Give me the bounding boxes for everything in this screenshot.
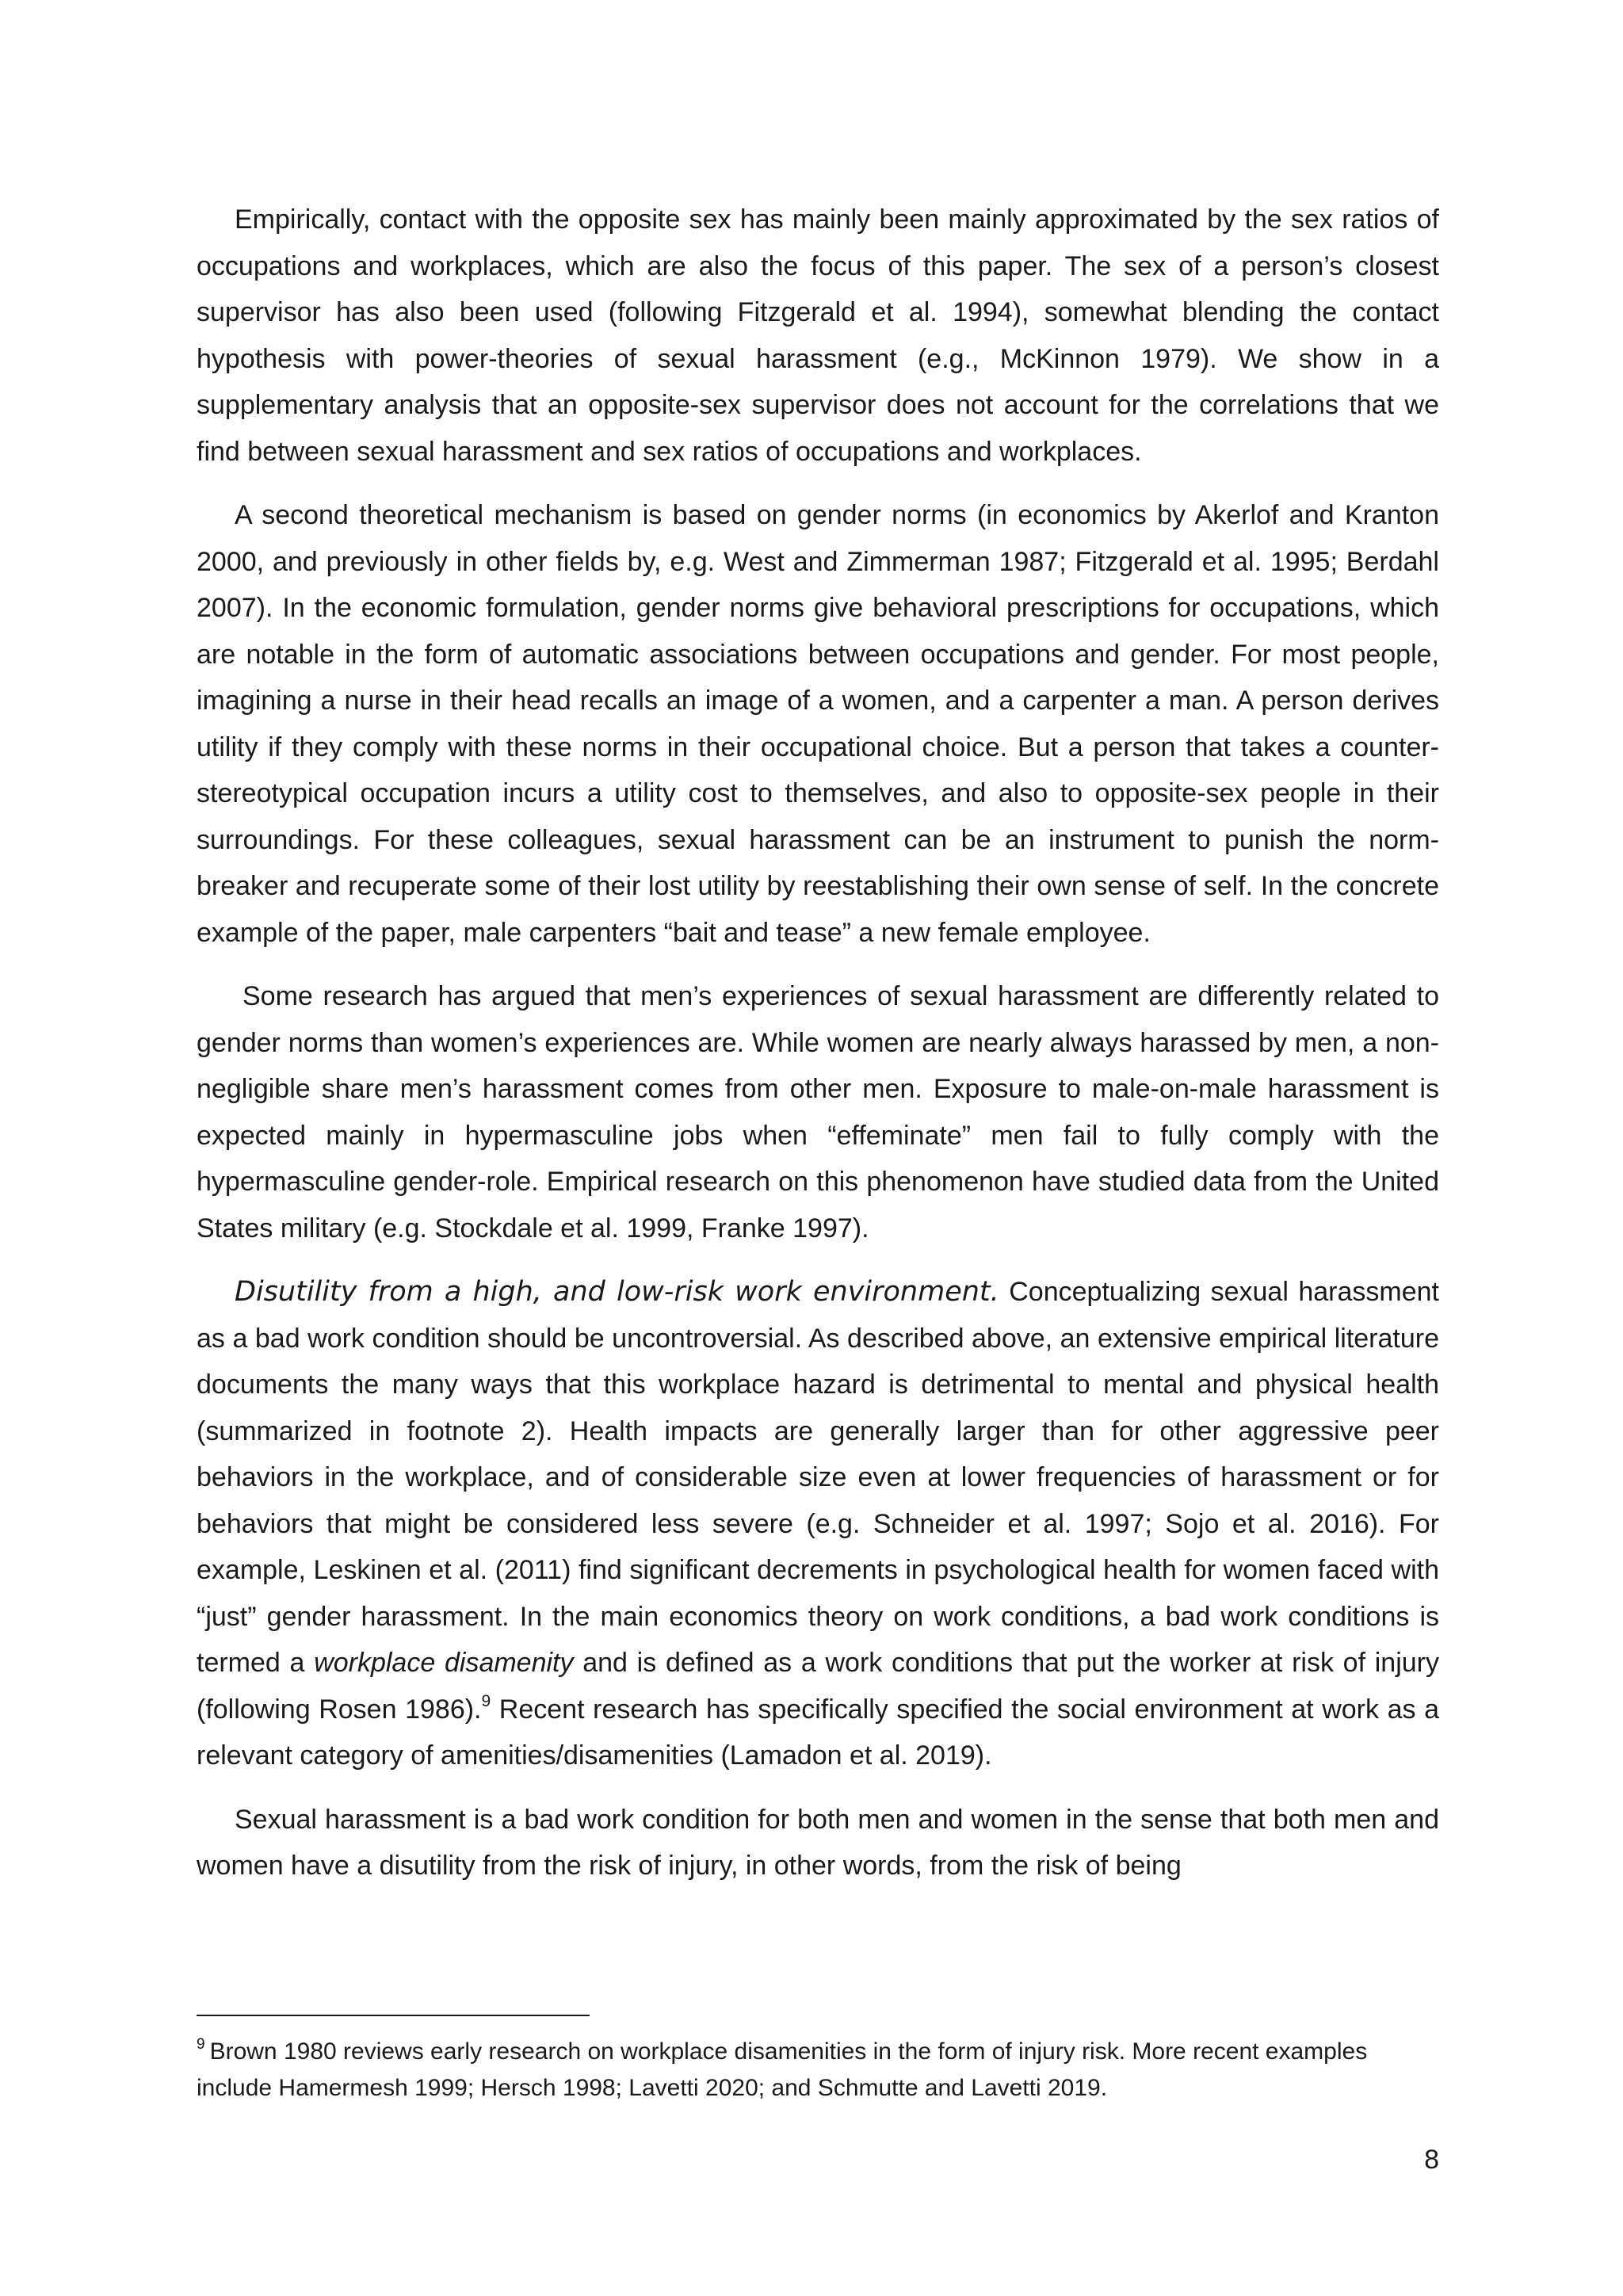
footnote bbox=[197, 2034, 1439, 2107]
footnote-reference: 9 bbox=[481, 1691, 491, 1710]
footnote-text: Brown 1980 reviews early research on workplace disamenities in the form of injury risk. More recent examples include Hamermesh 1999; Hersch 1998; Lavetti 2020; and Schmutte and Lavetti 2019. bbox=[197, 2038, 1368, 2101]
italic-term: workplace disamenity bbox=[314, 1648, 574, 1678]
paragraph-bad-work-condition: Sexual harassment is a bad work condition for both men and women in the sense that both men and women have a disutility from the risk of injury, in other words, from the risk of being bbox=[197, 1804, 1439, 1881]
footnote-marker: 9 bbox=[197, 2036, 205, 2053]
paragraph-text-segment: Conceptualizing sexual harassment as a bad work condition should be uncontroversial. As described above, an extensive empirical literature documents the many ways that this workplace hazard is detrimental to mental and physical health (summarized in footnote 2). Health impacts are generally larger than for other aggressive peer behaviors in the workplace, and of considerable size even at lower frequencies of harassment or for behaviors that might be considered less severe (e.g. Schneider et al. 1997; Sojo et al. 2016). For example, Leskinen et al. (2011) find significant decrements in psychological health for women faced with “just” gender harassment. In the main economics theory on work conditions, a bad work conditions is termed a bbox=[197, 1277, 1439, 1678]
section-run-in-heading: Disutility from a high, and low-risk work environment. bbox=[235, 1276, 999, 1308]
paragraph-disutility bbox=[197, 1269, 1439, 1779]
paragraph-text-segment: Recent research has specifically specified the social environment at work as a relevant category of amenities/disamenities (Lamadon et al. 2019). bbox=[197, 1694, 1439, 1771]
paragraph-male-harassment: Some research has argued that men’s experiences of sexual harassment are differently related to gender norms than women’s experiences are. While women are nearly always harassed by men, a non-negligible share men’s harassment comes from other men. Exposure to male-on-male harassment is expected mainly in hypermasculine jobs when “effeminate” men fail to fully comply with the hypermasculine gender-role. Empirical research on this phenomenon have studied data from the United States military (e.g. Stockdale et al. 1999, Franke 1997). bbox=[197, 981, 1439, 1244]
body-text bbox=[197, 197, 1439, 1907]
paragraph-gender-norms: A second theoretical mechanism is based on gender norms (in economics by Akerlof and Kranton 2000, and previously in other fields by, e.g. West and Zimmerman 1987; Fitzgerald et al. 1995; Berdahl 2007). In the economic formulation, gender norms give behavioral prescriptions for occupations, which are notable in the form of automatic associations between occupations and gender. For most people, imagining a nurse in their head recalls an image of a women, and a carpenter a man. A person derives utility if they comply with these norms in their occupational choice. But a person that takes a counter-stereotypical occupation incurs a utility cost to themselves, and also to opposite-sex people in their surroundings. For these colleagues, sexual harassment can be an instrument to punish the norm-breaker and recuperate some of their lost utility by reestablishing their own sense of self. In the concrete example of the paper, male carpenters “bait and tease” a new female employee. bbox=[197, 500, 1439, 948]
page-number: 8 bbox=[1424, 2145, 1439, 2175]
paragraph-text-segment: and is defined as a work conditions that put the worker at risk of injury (following Rosen 1986). bbox=[197, 1648, 1439, 1725]
paragraph-contact-hypothesis: Empirically, contact with the opposite sex has mainly been mainly approximated by the sex ratios of occupations and workplaces, which are also the focus of this paper. The sex of a person’s closest supervisor has also been used (following Fitzgerald et al. 1994), somewhat blending the contact hypothesis with power-theories of sexual harassment (e.g., McKinnon 1979). We show in a supplementary analysis that an opposite-sex supervisor does not account for the correlations that we find between sexual harassment and sex ratios of occupations and workplaces. bbox=[197, 204, 1439, 467]
footnote-divider bbox=[197, 2015, 590, 2016]
